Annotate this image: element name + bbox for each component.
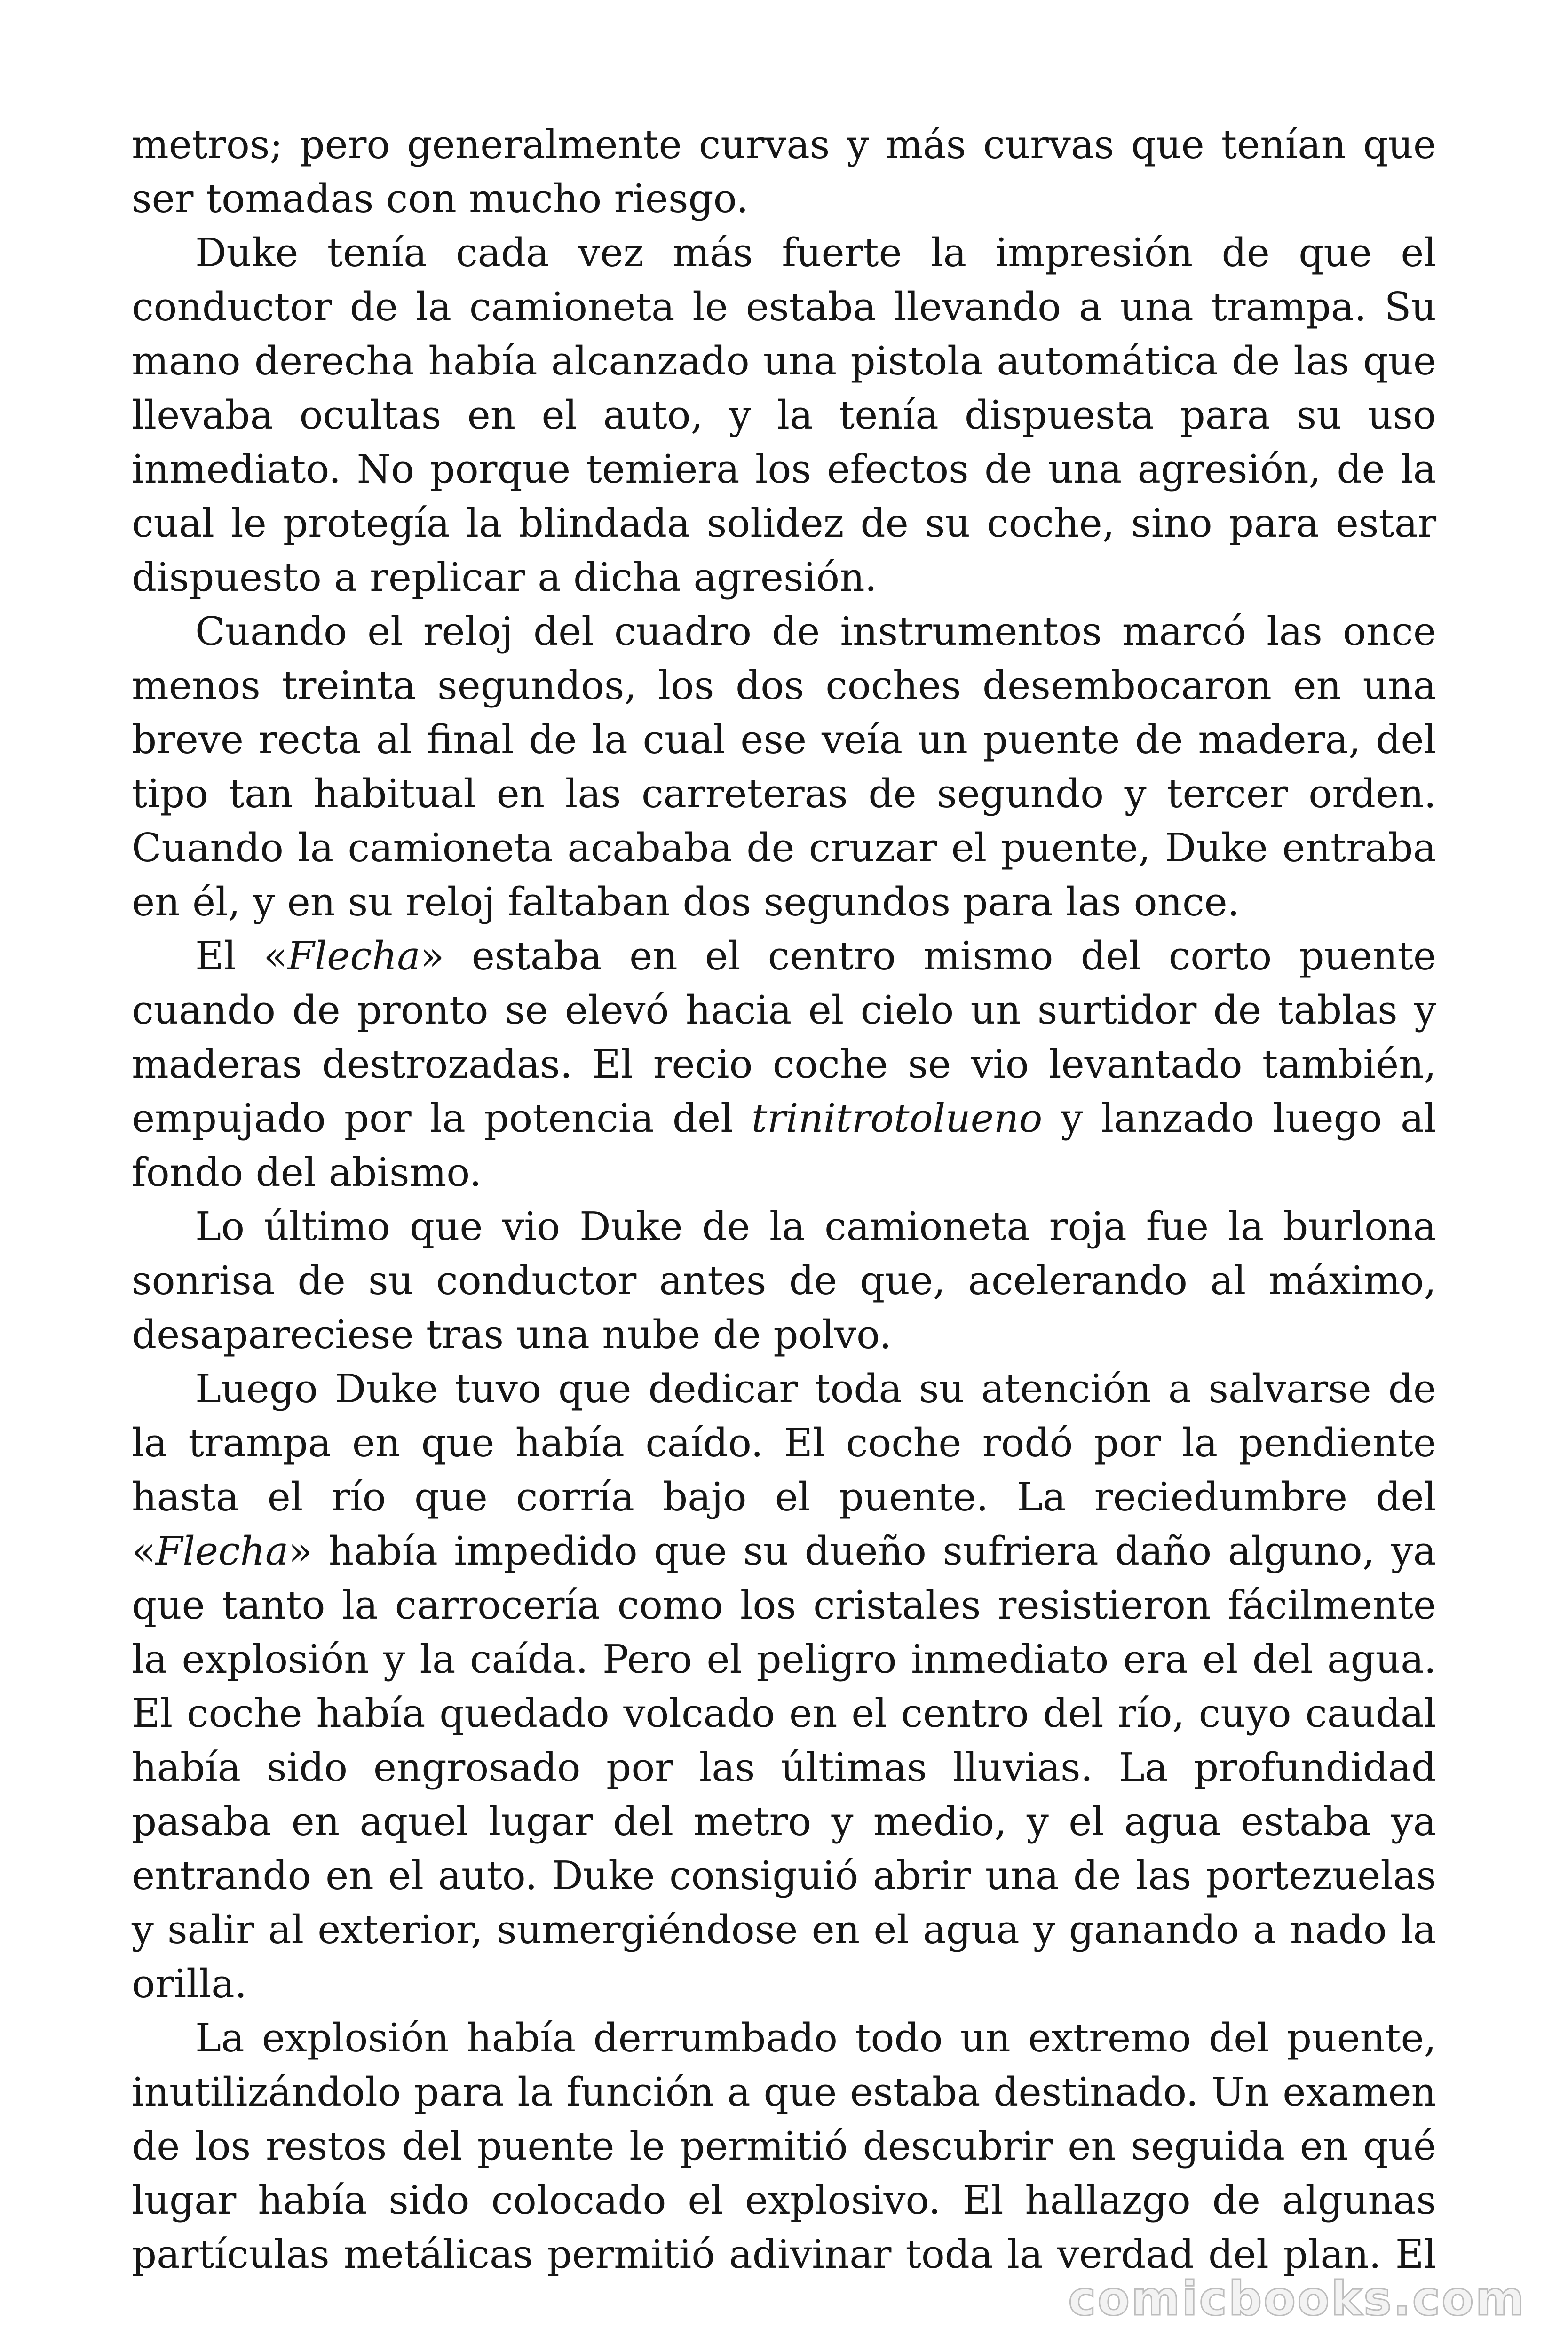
paragraph-4-part-a: El « [195,933,288,979]
paragraph-7: La explosión había derrumbado todo un extremo del puente, inutilizándolo para la función a que estaba destinado. Un examen de los restos del puente le permitió descubrir en seguida en qué lugar había sido colocado el explosivo. El hallazgo de algunas partículas metálicas permitió adivinar toda la verdad del plan. El [132,2015,1436,2277]
page-body [132,118,1436,2281]
paragraph-6-italic-flecha: Flecha [155,1528,289,1574]
paragraph-4-part-b: » estaba en el centro mismo del corto puente cuando de pronto se elevó hacia el cielo un surtidor de tablas y maderas destrozadas. El recio coche se vio levantado también, empujado por la potencia del [132,933,1436,1141]
paragraph-5: Lo último que vio Duke de la camioneta roja fue la burlona sonrisa de su conductor antes de que, acelerando al máximo, desapareciese tras una nube de polvo. [132,1204,1436,1358]
paragraph-4-italic-trinitrotolueno: trinitrotolueno [751,1096,1043,1141]
paragraph-4 [132,929,1436,1200]
paragraph-4-italic-flecha: Flecha [287,933,420,979]
paragraph-2: Duke tenía cada vez más fuerte la impresión de que el conductor de la camioneta le estaba llevando a una trampa. Su mano derecha había alcanzado una pistola automática de las que llevaba ocultas en el auto, y la tenía dispuesta para su uso inmediato. No porque temiera los efectos de una agresión, de la cual le protegía la blindada solidez de su coche, sino para estar dispuesto a replicar a dicha agresión. [132,230,1436,600]
paragraph-6-part-a: Luego Duke tuvo que dedicar toda su atención a salvarse de la trampa en que había caído. El coche rodó por la pendiente hasta el río que corría bajo el puente. La reciedumbre del « [132,1366,1436,1574]
paragraph-6 [132,1362,1436,2011]
paragraph-1: metros; pero generalmente curvas y más curvas que tenían que ser tomadas con mucho riesgo. [132,122,1436,222]
paragraph-3: Cuando el reloj del cuadro de instrumentos marcó las once menos treinta segundos, los dos coches desembocaron en una breve recta al final de la cual ese veía un puente de madera, del tipo tan habitual en las carreteras de segundo y tercer orden. Cuando la camioneta acababa de cruzar el puente, Duke entraba en él, y en su reloj faltaban dos segundos para las once. [132,609,1436,925]
paragraph-6-part-b: » había impedido que su dueño sufriera daño alguno, ya que tanto la carrocería como los cristales resistieron fácilmente la explosión y la caída. Pero el peligro inmediato era el del agua. El coche había quedado volcado en el centro del río, cuyo caudal había sido engrosado por las últimas lluvias. La profundidad pasaba en aquel lugar del metro y medio, y el agua estaba ya entrando en el auto. Duke consiguió abrir una de las portezuelas y salir al exterior, sumergiéndose en el agua y ganando a nado la orilla. [132,1528,1436,2007]
watermark-logo: comicbooks.com [1068,2271,1526,2326]
paragraph-4-part-c: y lanzado luego al fondo del abismo. [132,1096,1436,1195]
